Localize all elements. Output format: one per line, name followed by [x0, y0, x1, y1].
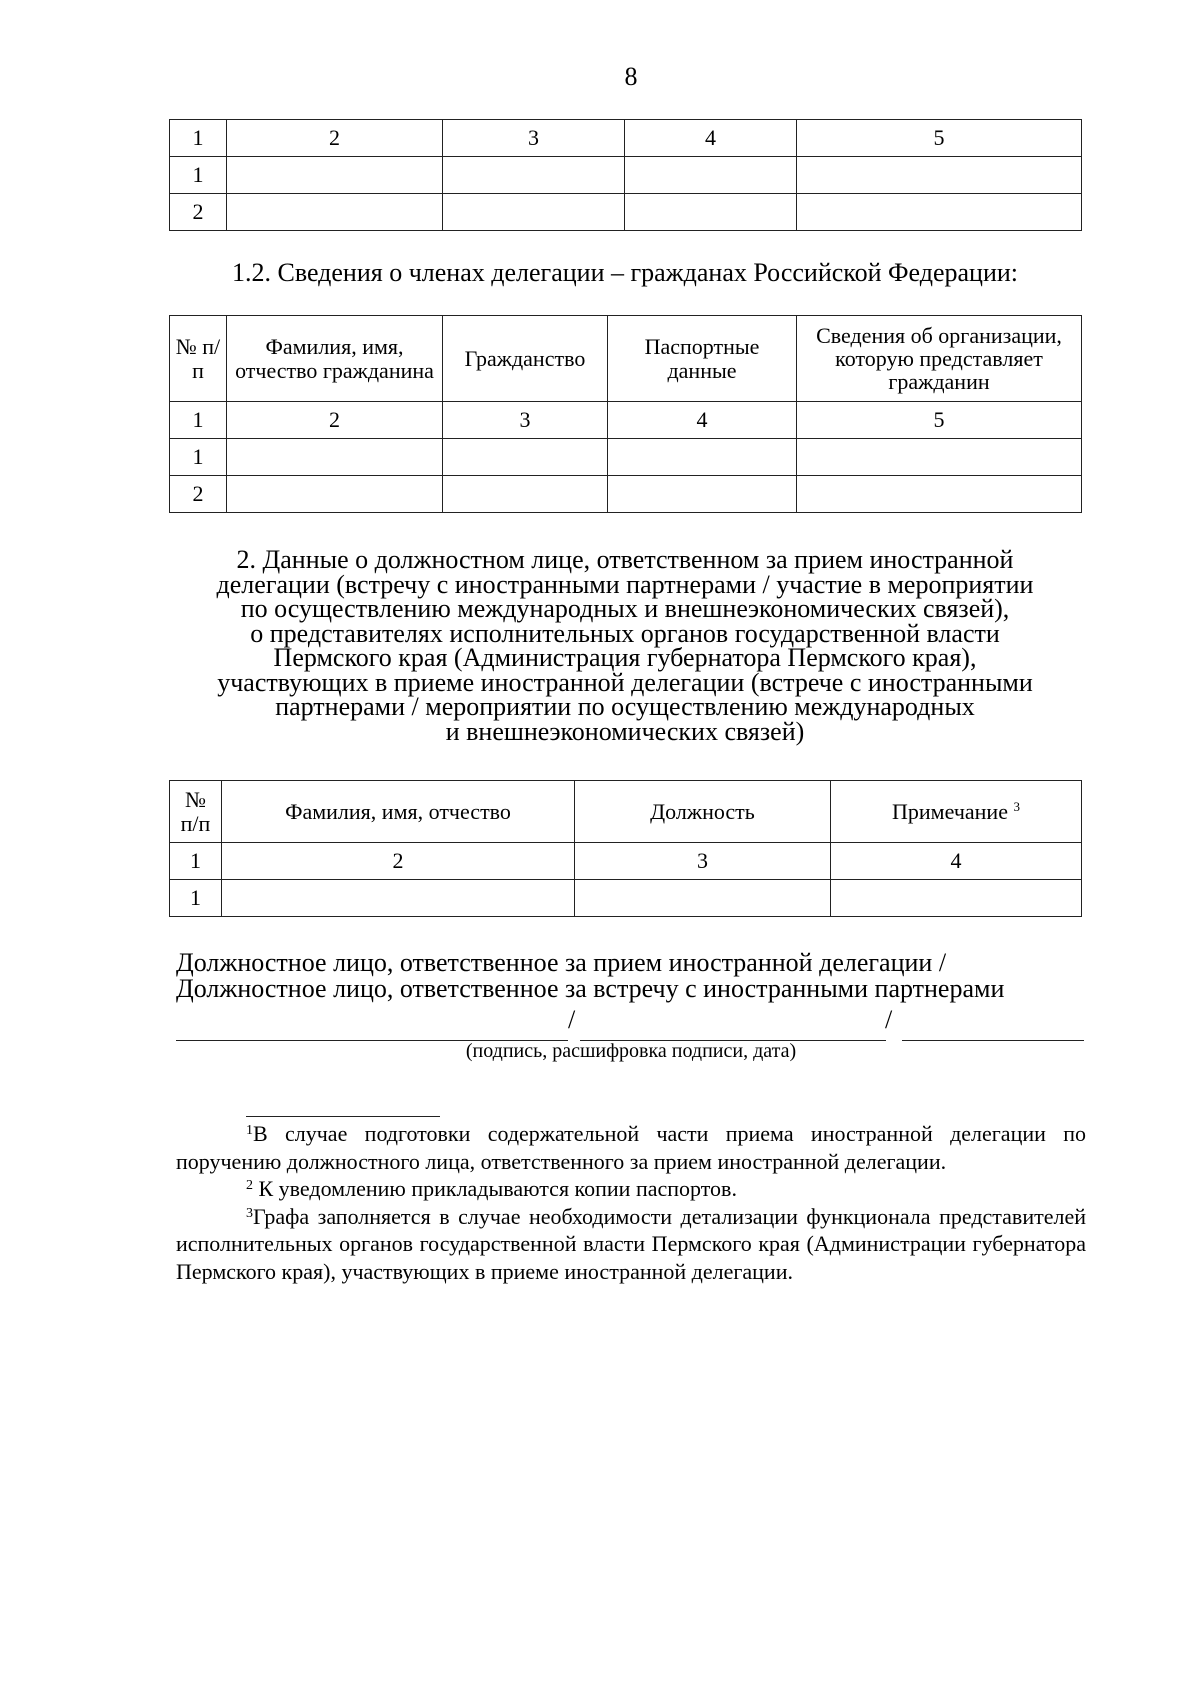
- table-row: [170, 880, 1082, 917]
- column-header: № п/п: [170, 781, 222, 843]
- footnote-number: 3: [246, 1205, 253, 1221]
- empty-cell[interactable]: [227, 157, 443, 194]
- table-row: [170, 157, 1082, 194]
- signature-block: [176, 950, 1096, 1002]
- section-1-2-title: 1.2. Сведения о членах делегации – гражданах Российской Федерации:: [231, 258, 1019, 287]
- empty-cell[interactable]: [797, 194, 1082, 231]
- signature-name-field[interactable]: [580, 1010, 886, 1041]
- section-2-title-line: о представителях исполнительных органов государственной власти: [250, 618, 1000, 648]
- header-number: 1: [170, 843, 222, 880]
- empty-cell[interactable]: [625, 194, 797, 231]
- section-2-title-line: делегации (встречу с иностранными партнерами / участие в мероприятии: [216, 569, 1034, 599]
- column-header: Должность: [575, 781, 831, 843]
- empty-cell[interactable]: [608, 476, 797, 513]
- section-2-title-line: участвующих в приеме иностранной делегации (встрече с иностранными: [217, 667, 1033, 697]
- row-number: 1: [170, 439, 227, 476]
- table-row: [170, 476, 1082, 513]
- header-number: 4: [608, 402, 797, 439]
- section-2-title-line: партнерами / мероприятии по осуществлению международных: [275, 692, 975, 721]
- column-header: Сведения об организации, которую представляет гражданин: [797, 316, 1082, 402]
- section-2-title-line: 2. Данные о должностном лице, ответственном за прием иностранной: [236, 545, 1014, 574]
- delegation-table-continued: [169, 119, 1082, 231]
- row-number: 2: [170, 194, 227, 231]
- header-number: 2: [222, 843, 575, 880]
- signature-separator: /: [885, 1005, 893, 1034]
- empty-cell[interactable]: [222, 880, 575, 917]
- empty-cell[interactable]: [797, 476, 1082, 513]
- footnote-ref: 3: [1013, 798, 1020, 814]
- table-header-row: [170, 316, 1082, 402]
- empty-cell[interactable]: [227, 476, 443, 513]
- footnote-number: 1: [246, 1123, 253, 1138]
- row-number: 1: [170, 157, 227, 194]
- header-number: 4: [625, 120, 797, 157]
- header-number: 3: [575, 843, 831, 880]
- column-header: Фамилия, имя, отчество гражданина: [227, 316, 443, 402]
- header-number: 1: [170, 120, 227, 157]
- header-number: 2: [227, 120, 443, 157]
- footnotes: [176, 1120, 1086, 1285]
- section-2-title-line: по осуществлению международных и внешнеэкономических связей),: [240, 594, 1010, 623]
- header-number: 4: [831, 843, 1082, 880]
- footnote: $^3$Графа заполняется в случае необходимости детализации функционала представителей исполнительных органов государственной власти Пермского края (Администрации губернатора Пермского края), участвующих в приеме иностранной делегации.: [176, 1203, 1086, 1284]
- empty-cell[interactable]: [625, 157, 797, 194]
- column-header: Гражданство: [443, 316, 608, 402]
- table-header-numbers-row: [170, 402, 1082, 439]
- header-number: 3: [443, 402, 608, 439]
- footnote: $^1$В случае подготовки содержательной части приема иностранной делегации по поручению должностного лица, ответственного за прием иностранной делегации.: [176, 1121, 1086, 1174]
- header-number: 2: [227, 402, 443, 439]
- empty-cell[interactable]: [227, 194, 443, 231]
- signature-date-field[interactable]: [902, 1010, 1084, 1041]
- empty-cell[interactable]: [443, 157, 625, 194]
- russian-citizens-table: [169, 315, 1082, 513]
- table-header-row: [170, 781, 1082, 843]
- empty-cell[interactable]: [443, 439, 608, 476]
- table-header-numbers-row: [170, 120, 1082, 157]
- footnote: $^2$ К уведомлению прикладываются копии паспортов.: [246, 1176, 737, 1201]
- footnote-number: 2: [246, 1178, 253, 1193]
- empty-cell[interactable]: [227, 439, 443, 476]
- empty-cell[interactable]: [831, 880, 1082, 917]
- empty-cell[interactable]: [797, 439, 1082, 476]
- signature-label-line-1: Должностное лицо, ответственное за прием иностранной делегации /: [176, 948, 947, 977]
- signature-field[interactable]: [176, 1010, 568, 1041]
- footnote-divider: [246, 1116, 440, 1117]
- row-number: 2: [170, 476, 227, 513]
- empty-cell[interactable]: [608, 439, 797, 476]
- empty-cell[interactable]: [797, 157, 1082, 194]
- officials-table: [169, 780, 1082, 917]
- table-row: [170, 439, 1082, 476]
- column-header: Фамилия, имя, отчество: [222, 781, 575, 843]
- header-number: 5: [797, 120, 1082, 157]
- table-row: [170, 194, 1082, 231]
- section-2-title-line: и внешнеэкономических связей): [445, 716, 805, 746]
- column-header: Паспортные данные: [608, 316, 797, 402]
- section-2-title-line: Пермского края (Администрация губернатора Пермского края),: [273, 643, 977, 672]
- empty-cell[interactable]: [443, 194, 625, 231]
- column-header: № п/п: [170, 316, 227, 402]
- empty-cell[interactable]: [575, 880, 831, 917]
- signature-caption: (подпись, расшифровка подписи, дата): [465, 1040, 797, 1062]
- column-header-note: Примечание $^3$: [831, 781, 1082, 843]
- signature-label-line-2: Должностное лицо, ответственное за встречу с иностранными партнерами: [176, 974, 1005, 1003]
- page-number: 8: [624, 62, 638, 91]
- header-number: 3: [443, 120, 625, 157]
- section-2-title: [170, 545, 1080, 746]
- table-header-numbers-row: [170, 843, 1082, 880]
- empty-cell[interactable]: [443, 476, 608, 513]
- signature-separator: /: [568, 1005, 576, 1034]
- header-number: 5: [797, 402, 1082, 439]
- header-number: 1: [170, 402, 227, 439]
- row-number: 1: [170, 880, 222, 917]
